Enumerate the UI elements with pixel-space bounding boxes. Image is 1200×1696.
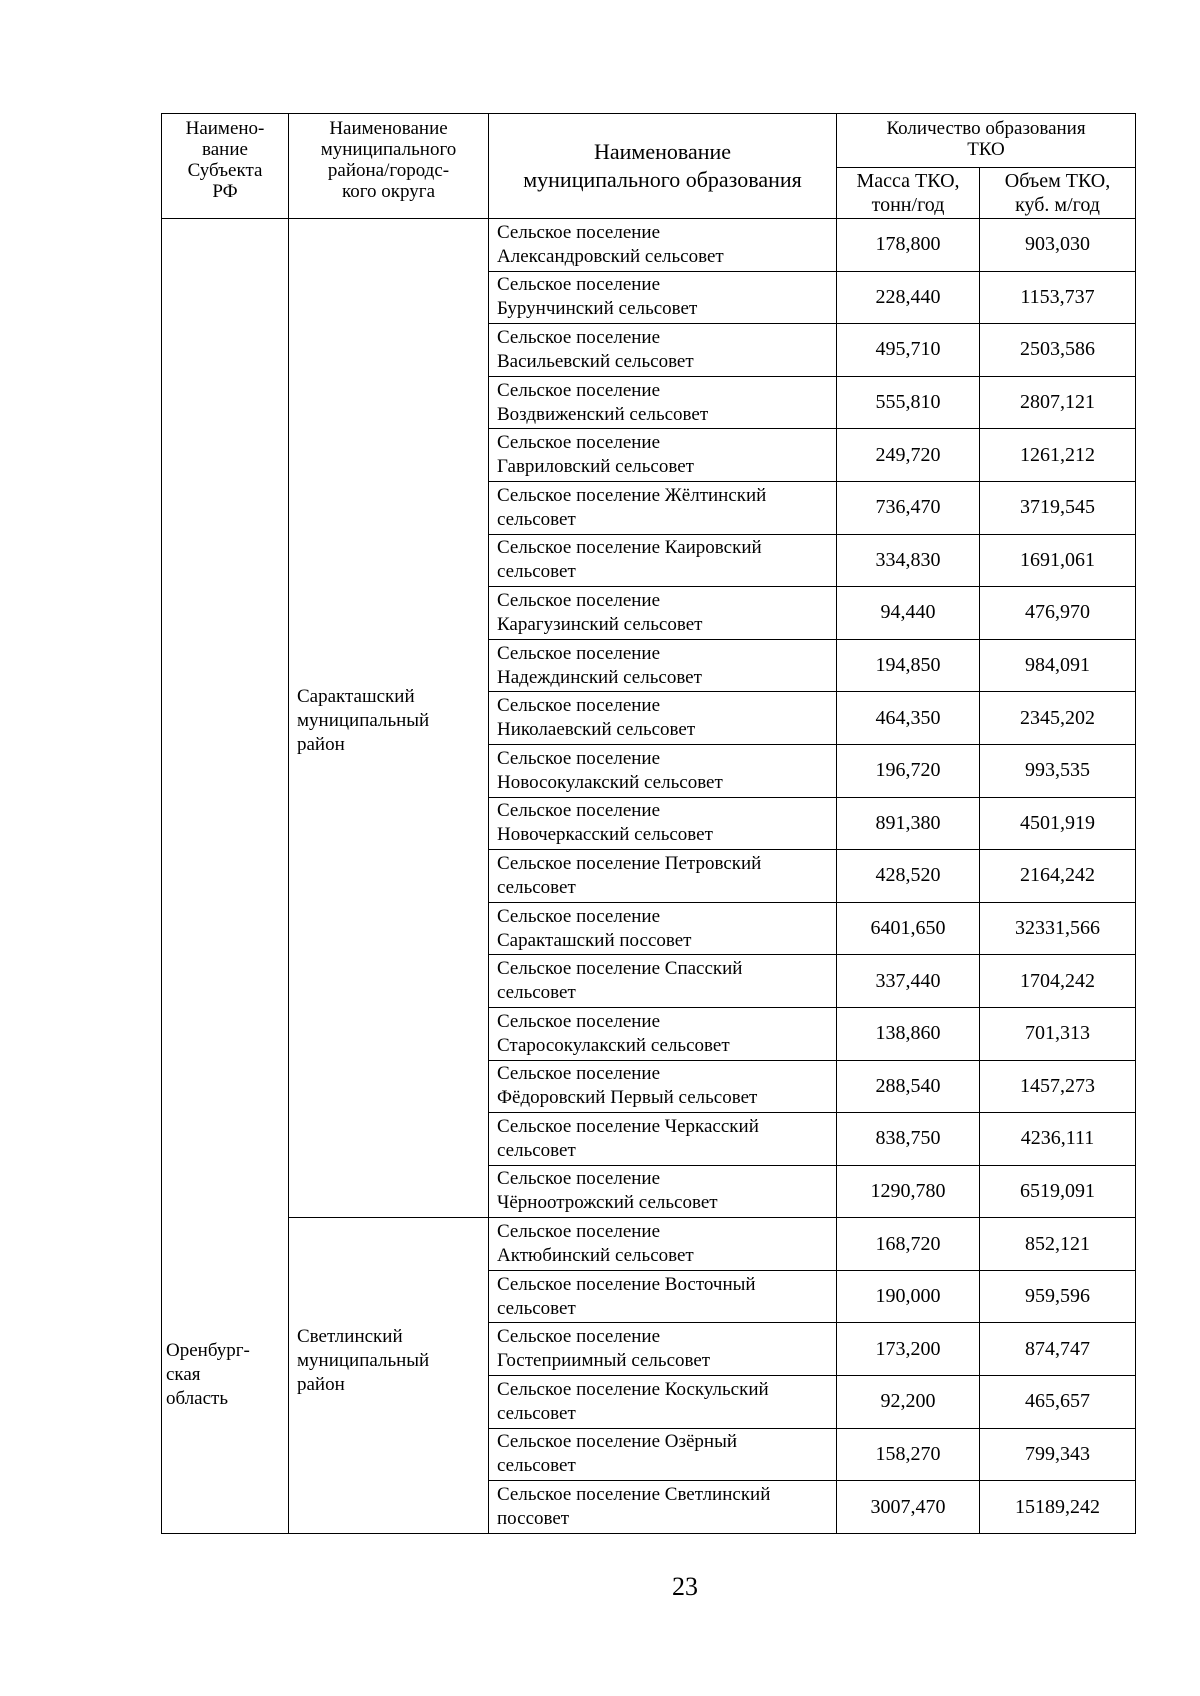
municipality-name: Сельское поселение Николаевский сельсовет bbox=[489, 692, 837, 745]
mass-value: 736,470 bbox=[837, 481, 980, 534]
municipality-name: Сельское поселение Черкасский сельсовет bbox=[489, 1113, 837, 1166]
municipality-name: Сельское поселение Гостеприимный сельсовет bbox=[489, 1323, 837, 1376]
volume-value: 701,313 bbox=[980, 1007, 1136, 1060]
volume-value: 1691,061 bbox=[980, 534, 1136, 587]
header-subject: Наимено- вание Субъекта РФ bbox=[162, 114, 289, 219]
volume-value: 6519,091 bbox=[980, 1165, 1136, 1218]
mass-value: 495,710 bbox=[837, 324, 980, 377]
mass-value: 92,200 bbox=[837, 1376, 980, 1429]
mass-value: 838,750 bbox=[837, 1113, 980, 1166]
volume-value: 2807,121 bbox=[980, 376, 1136, 429]
municipality-name: Сельское поселение Надеждинский сельсовет bbox=[489, 639, 837, 692]
mass-value: 190,000 bbox=[837, 1270, 980, 1323]
mass-value: 168,720 bbox=[837, 1218, 980, 1271]
mass-value: 891,380 bbox=[837, 797, 980, 850]
volume-value: 15189,242 bbox=[980, 1481, 1136, 1534]
table-body bbox=[162, 219, 1136, 1534]
municipality-name: Сельское поселение Актюбинский сельсовет bbox=[489, 1218, 837, 1271]
municipality-name: Сельское поселение Фёдоровский Первый сельсовет bbox=[489, 1060, 837, 1113]
district-cell bbox=[289, 219, 489, 1218]
volume-value: 852,121 bbox=[980, 1218, 1136, 1271]
volume-value: 3719,545 bbox=[980, 481, 1136, 534]
volume-value: 1261,212 bbox=[980, 429, 1136, 482]
volume-value: 2164,242 bbox=[980, 850, 1136, 903]
municipality-name: Сельское поселение Новосокулакский сельсовет bbox=[489, 744, 837, 797]
volume-value: 4236,111 bbox=[980, 1113, 1136, 1166]
subject-name: Оренбург- ская область bbox=[166, 1340, 250, 1409]
municipality-name: Сельское поселение Старосокулакский сельсовет bbox=[489, 1007, 837, 1060]
volume-value: 4501,919 bbox=[980, 797, 1136, 850]
mass-value: 428,520 bbox=[837, 850, 980, 903]
mass-value: 6401,650 bbox=[837, 902, 980, 955]
district-name: Светлинский муниципальный район bbox=[297, 1326, 430, 1396]
municipality-name: Сельское поселение Светлинский поссовет bbox=[489, 1481, 837, 1534]
mass-value: 288,540 bbox=[837, 1060, 980, 1113]
municipality-name: Сельское поселение Гавриловский сельсовет bbox=[489, 429, 837, 482]
mass-value: 337,440 bbox=[837, 955, 980, 1008]
header-quantity: Количество образования ТКО bbox=[837, 114, 1136, 168]
header-mass: Масса ТКО, тонн/год bbox=[837, 168, 980, 219]
volume-value: 874,747 bbox=[980, 1323, 1136, 1376]
volume-value: 2503,586 bbox=[980, 324, 1136, 377]
volume-value: 984,091 bbox=[980, 639, 1136, 692]
mass-value: 249,720 bbox=[837, 429, 980, 482]
volume-value: 2345,202 bbox=[980, 692, 1136, 745]
mass-value: 178,800 bbox=[837, 219, 980, 272]
volume-value: 465,657 bbox=[980, 1376, 1136, 1429]
municipality-name: Сельское поселение Карагузинский сельсовет bbox=[489, 587, 837, 640]
volume-value: 959,596 bbox=[980, 1270, 1136, 1323]
subject-cell bbox=[162, 219, 289, 1534]
volume-value: 1704,242 bbox=[980, 955, 1136, 1008]
mass-value: 3007,470 bbox=[837, 1481, 980, 1534]
mass-value: 334,830 bbox=[837, 534, 980, 587]
mass-value: 94,440 bbox=[837, 587, 980, 640]
municipality-name: Сельское поселение Александровский сельсовет bbox=[489, 219, 837, 272]
header-municipality: Наименование муниципального образования bbox=[489, 114, 837, 219]
district-cell bbox=[289, 1218, 489, 1534]
municipality-name: Сельское поселение Васильевский сельсовет bbox=[489, 324, 837, 377]
mass-value: 196,720 bbox=[837, 744, 980, 797]
mass-value: 158,270 bbox=[837, 1428, 980, 1481]
municipality-name: Сельское поселение Каировский сельсовет bbox=[489, 534, 837, 587]
volume-value: 993,535 bbox=[980, 744, 1136, 797]
municipality-name: Сельское поселение Коскульский сельсовет bbox=[489, 1376, 837, 1429]
volume-value: 1153,737 bbox=[980, 271, 1136, 324]
mass-value: 173,200 bbox=[837, 1323, 980, 1376]
volume-value: 32331,566 bbox=[980, 902, 1136, 955]
municipality-name: Сельское поселение Чёрноотрожский сельсовет bbox=[489, 1165, 837, 1218]
mass-value: 194,850 bbox=[837, 639, 980, 692]
table-row bbox=[162, 219, 1136, 272]
header-volume: Объем ТКО, куб. м/год bbox=[980, 168, 1136, 219]
municipality-name: Сельское поселение Спасский сельсовет bbox=[489, 955, 837, 1008]
waste-data-table bbox=[161, 113, 1136, 1534]
municipality-name: Сельское поселение Жёлтинский сельсовет bbox=[489, 481, 837, 534]
page-number: 23 bbox=[672, 1572, 698, 1601]
volume-value: 476,970 bbox=[980, 587, 1136, 640]
municipality-name: Сельское поселение Восточный сельсовет bbox=[489, 1270, 837, 1323]
mass-value: 1290,780 bbox=[837, 1165, 980, 1218]
table-row bbox=[162, 1218, 1136, 1271]
municipality-name: Сельское поселение Саракташский поссовет bbox=[489, 902, 837, 955]
municipality-name: Сельское поселение Озёрный сельсовет bbox=[489, 1428, 837, 1481]
volume-value: 1457,273 bbox=[980, 1060, 1136, 1113]
municipality-name: Сельское поселение Новочеркасский сельсовет bbox=[489, 797, 837, 850]
mass-value: 138,860 bbox=[837, 1007, 980, 1060]
municipality-name: Сельское поселение Воздвиженский сельсовет bbox=[489, 376, 837, 429]
volume-value: 903,030 bbox=[980, 219, 1136, 272]
municipality-name: Сельское поселение Бурунчинский сельсовет bbox=[489, 271, 837, 324]
mass-value: 555,810 bbox=[837, 376, 980, 429]
mass-value: 228,440 bbox=[837, 271, 980, 324]
volume-value: 799,343 bbox=[980, 1428, 1136, 1481]
municipality-name: Сельское поселение Петровский сельсовет bbox=[489, 850, 837, 903]
mass-value: 464,350 bbox=[837, 692, 980, 745]
district-name: Саракташский муниципальный район bbox=[297, 686, 430, 755]
header-district: Наименование муниципального района/городс- кого округа bbox=[289, 114, 489, 219]
